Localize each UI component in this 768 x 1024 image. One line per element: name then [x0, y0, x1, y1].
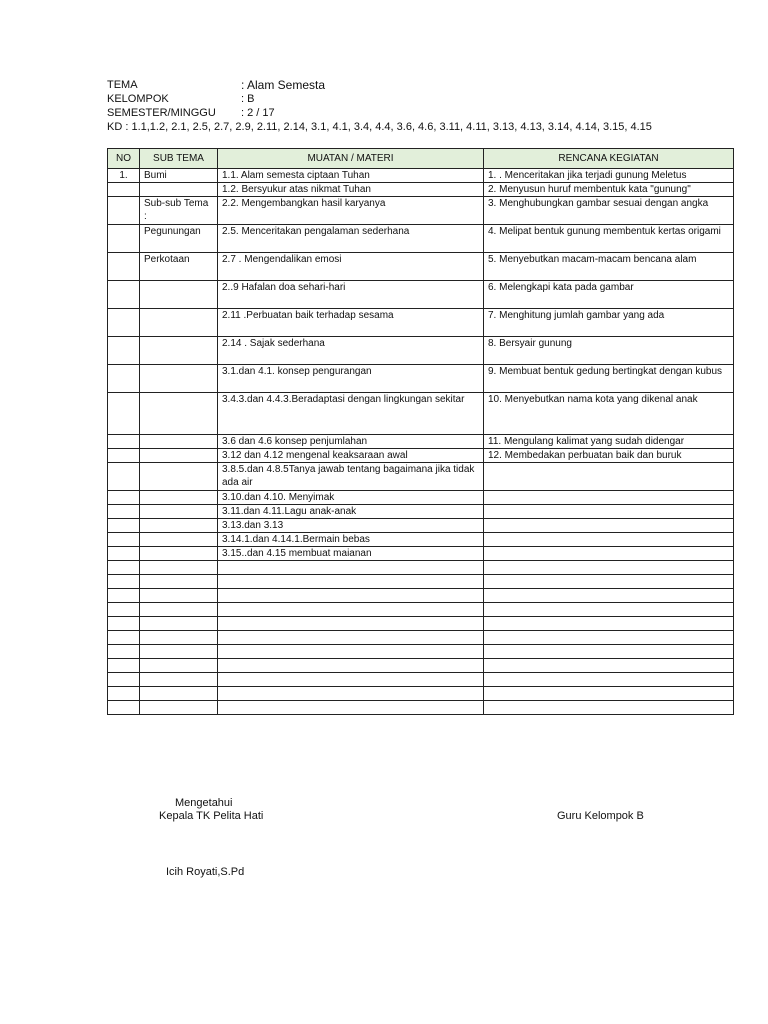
- table-row: [108, 505, 734, 519]
- cell-rencana: 12. Membedakan perbuatan baik dan buruk: [484, 449, 734, 463]
- cell-rencana: [484, 631, 734, 645]
- cell-rencana: [484, 603, 734, 617]
- cell-no: [108, 547, 140, 561]
- table-row: [108, 183, 734, 197]
- table-row: [108, 659, 734, 673]
- cell-rencana: 4. Melipat bentuk gunung membentuk kertas origami: [484, 225, 734, 253]
- cell-no: [108, 253, 140, 281]
- mengetahui-text: Mengetahui: [175, 797, 233, 809]
- cell-rencana: 10. Menyebutkan nama kota yang dikenal anak: [484, 393, 734, 435]
- cell-materi: 3.6 dan 4.6 konsep penjumlahan: [218, 435, 484, 449]
- guru-text: Guru Kelompok B: [557, 810, 644, 822]
- cell-no: [108, 393, 140, 435]
- cell-sub-tema: [140, 589, 218, 603]
- cell-materi: 3.15..dan 4.15 membuat maianan: [218, 547, 484, 561]
- tema-value: : Alam Semesta: [241, 78, 326, 92]
- cell-no: [108, 281, 140, 309]
- cell-materi: [218, 589, 484, 603]
- cell-sub-tema: [140, 673, 218, 687]
- cell-rencana: [484, 491, 734, 505]
- cell-sub-tema: Sub-sub Tema :: [140, 197, 218, 225]
- cell-materi: [218, 659, 484, 673]
- table-row: [108, 687, 734, 701]
- cell-sub-tema: [140, 183, 218, 197]
- cell-materi: [218, 603, 484, 617]
- cell-no: [108, 197, 140, 225]
- cell-rencana: [484, 673, 734, 687]
- header-info: [107, 78, 652, 134]
- table-row: [108, 435, 734, 449]
- table-row: [108, 449, 734, 463]
- cell-no: [108, 561, 140, 575]
- semester-row: [107, 106, 652, 120]
- cell-materi: 2.7 . Mengendalikan emosi: [218, 253, 484, 281]
- cell-rencana: 5. Menyebutkan macam-macam bencana alam: [484, 253, 734, 281]
- table-row: [108, 281, 734, 309]
- cell-sub-tema: [140, 701, 218, 715]
- table-row: [108, 561, 734, 575]
- cell-no: [108, 659, 140, 673]
- cell-no: [108, 491, 140, 505]
- kelompok-value: : B: [241, 93, 255, 105]
- cell-materi: [218, 645, 484, 659]
- cell-materi: 3.1.dan 4.1. konsep pengurangan: [218, 365, 484, 393]
- table-row: [108, 197, 734, 225]
- semester-label: SEMESTER/MINGGU: [107, 107, 216, 119]
- cell-no: [108, 603, 140, 617]
- header-muatan-materi: MUATAN / MATERI: [218, 149, 484, 169]
- cell-rencana: [484, 463, 734, 491]
- cell-sub-tema: [140, 687, 218, 701]
- kepala-text: Kepala TK Pelita Hati: [159, 810, 264, 822]
- cell-no: [108, 519, 140, 533]
- table-row: [108, 365, 734, 393]
- cell-sub-tema: [140, 435, 218, 449]
- cell-rencana: [484, 589, 734, 603]
- kelompok-row: [107, 92, 652, 106]
- header-no: NO: [108, 149, 140, 169]
- cell-no: [108, 463, 140, 491]
- cell-no: [108, 575, 140, 589]
- cell-no: [108, 701, 140, 715]
- table-row: [108, 603, 734, 617]
- cell-materi: 3.13.dan 3.13: [218, 519, 484, 533]
- cell-no: [108, 337, 140, 365]
- table-row: [108, 589, 734, 603]
- cell-sub-tema: [140, 281, 218, 309]
- cell-sub-tema: [140, 617, 218, 631]
- table-row: [108, 337, 734, 365]
- cell-materi: 2.14 . Sajak sederhana: [218, 337, 484, 365]
- cell-materi: [218, 631, 484, 645]
- cell-sub-tema: [140, 561, 218, 575]
- cell-rencana: 6. Melengkapi kata pada gambar: [484, 281, 734, 309]
- table-row: [108, 253, 734, 281]
- cell-no: [108, 687, 140, 701]
- cell-sub-tema: [140, 533, 218, 547]
- table-row: [108, 645, 734, 659]
- cell-no: [108, 225, 140, 253]
- table-row: [108, 617, 734, 631]
- cell-no: [108, 645, 140, 659]
- cell-rencana: [484, 617, 734, 631]
- cell-materi: [218, 575, 484, 589]
- cell-materi: [218, 701, 484, 715]
- cell-rencana: [484, 561, 734, 575]
- cell-materi: 3.4.3.dan 4.4.3.Beradaptasi dengan lingkungan sekitar: [218, 393, 484, 435]
- table-row: [108, 169, 734, 183]
- cell-rencana: 8. Bersyair gunung: [484, 337, 734, 365]
- kd-line: KD : 1.1,1.2, 2.1, 2.5, 2.7, 2.9, 2.11, 2.14, 3.1, 4.1, 3.4, 4.4, 3.6, 4.6, 3.11, 4.11, 3.13, 4.13, 3.14, 4.14, 3.15, 4.15: [107, 121, 652, 133]
- semester-value: : 2 / 17: [241, 107, 275, 119]
- cell-materi: 1.1. Alam semesta ciptaan Tuhan: [218, 169, 484, 183]
- tema-row: [107, 78, 652, 92]
- cell-no: 1.: [108, 169, 140, 183]
- cell-no: [108, 589, 140, 603]
- cell-sub-tema: [140, 603, 218, 617]
- table-body: [108, 169, 734, 715]
- cell-no: [108, 673, 140, 687]
- cell-rencana: [484, 645, 734, 659]
- cell-no: [108, 309, 140, 337]
- cell-sub-tema: [140, 491, 218, 505]
- cell-sub-tema: [140, 547, 218, 561]
- cell-materi: 3.8.5.dan 4.8.5Tanya jawab tentang bagaimana jika tidak ada air: [218, 463, 484, 491]
- cell-rencana: 2. Menyusun huruf membentuk kata "gunung": [484, 183, 734, 197]
- cell-rencana: 7. Menghitung jumlah gambar yang ada: [484, 309, 734, 337]
- cell-rencana: [484, 659, 734, 673]
- cell-materi: [218, 687, 484, 701]
- table-row: [108, 393, 734, 435]
- cell-sub-tema: [140, 365, 218, 393]
- cell-materi: 3.11.dan 4.11.Lagu anak-anak: [218, 505, 484, 519]
- cell-rencana: [484, 701, 734, 715]
- cell-sub-tema: [140, 575, 218, 589]
- header-sub-tema: SUB TEMA: [140, 149, 218, 169]
- cell-sub-tema: Pegunungan: [140, 225, 218, 253]
- cell-no: [108, 183, 140, 197]
- table-row: [108, 533, 734, 547]
- cell-no: [108, 533, 140, 547]
- cell-sub-tema: [140, 505, 218, 519]
- cell-rencana: [484, 533, 734, 547]
- cell-rencana: 9. Membuat bentuk gedung bertingkat dengan kubus: [484, 365, 734, 393]
- cell-no: [108, 617, 140, 631]
- table-row: [108, 701, 734, 715]
- cell-materi: [218, 673, 484, 687]
- table-row: [108, 575, 734, 589]
- cell-materi: 2.11 .Perbuatan baik terhadap sesama: [218, 309, 484, 337]
- cell-no: [108, 631, 140, 645]
- cell-sub-tema: [140, 659, 218, 673]
- cell-rencana: [484, 519, 734, 533]
- kelompok-label: KELOMPOK: [107, 93, 169, 105]
- cell-rencana: [484, 547, 734, 561]
- cell-no: [108, 449, 140, 463]
- table-row: [108, 631, 734, 645]
- cell-rencana: [484, 687, 734, 701]
- table-row: [108, 519, 734, 533]
- cell-materi: 3.10.dan 4.10. Menyimak: [218, 491, 484, 505]
- cell-sub-tema: [140, 519, 218, 533]
- cell-sub-tema: Perkotaan: [140, 253, 218, 281]
- cell-materi: [218, 617, 484, 631]
- activity-plan-table: [107, 148, 734, 715]
- cell-materi: 2.5. Menceritakan pengalaman sederhana: [218, 225, 484, 253]
- cell-rencana: [484, 505, 734, 519]
- cell-sub-tema: [140, 337, 218, 365]
- cell-materi: 2..9 Hafalan doa sehari-hari: [218, 281, 484, 309]
- table-header-row: [108, 149, 734, 169]
- cell-materi: 2.2. Mengembangkan hasil karyanya: [218, 197, 484, 225]
- kepala-name: Icih Royati,S.Pd: [166, 866, 245, 878]
- cell-rencana: [484, 575, 734, 589]
- cell-no: [108, 505, 140, 519]
- cell-no: [108, 365, 140, 393]
- cell-sub-tema: [140, 449, 218, 463]
- cell-sub-tema: [140, 309, 218, 337]
- cell-rencana: 1. . Menceritakan jika terjadi gunung Meletus: [484, 169, 734, 183]
- table-row: [108, 463, 734, 491]
- cell-sub-tema: [140, 393, 218, 435]
- cell-rencana: 11. Mengulang kalimat yang sudah didengar: [484, 435, 734, 449]
- tema-label: TEMA: [107, 79, 138, 91]
- cell-sub-tema: [140, 463, 218, 491]
- header-rencana-kegiatan: RENCANA KEGIATAN: [484, 149, 734, 169]
- cell-materi: 1.2. Bersyukur atas nikmat Tuhan: [218, 183, 484, 197]
- cell-rencana: 3. Menghubungkan gambar sesuai dengan angka: [484, 197, 734, 225]
- cell-sub-tema: Bumi: [140, 169, 218, 183]
- cell-materi: [218, 561, 484, 575]
- table-row: [108, 673, 734, 687]
- cell-no: [108, 435, 140, 449]
- table-row: [108, 309, 734, 337]
- table-row: [108, 225, 734, 253]
- cell-sub-tema: [140, 631, 218, 645]
- cell-materi: 3.12 dan 4.12 mengenal keaksaraan awal: [218, 449, 484, 463]
- cell-materi: 3.14.1.dan 4.14.1.Bermain bebas: [218, 533, 484, 547]
- table-row: [108, 547, 734, 561]
- cell-sub-tema: [140, 645, 218, 659]
- table-row: [108, 491, 734, 505]
